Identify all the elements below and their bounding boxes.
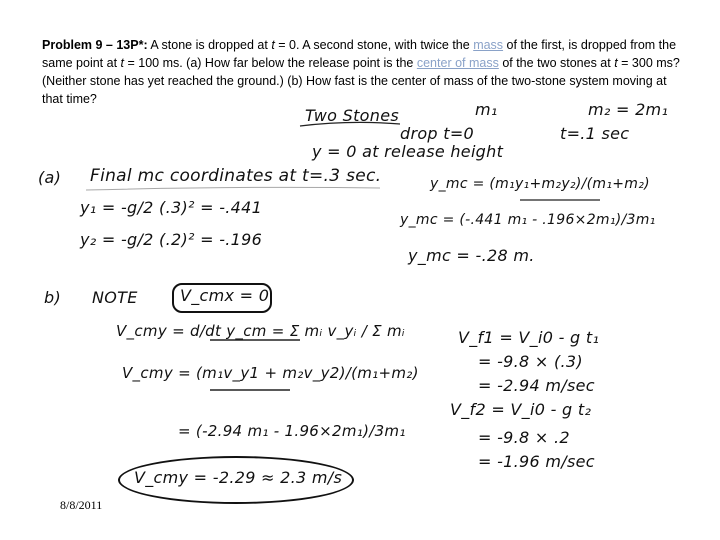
equation-vf1-result: = -2.94 m/sec [478,376,595,395]
note-m2: m₂ = 2m₁ [588,100,669,119]
footer-date: 8/8/2011 [60,498,103,512]
part-a-heading: Final mc coordinates at t=.3 sec. [90,166,382,186]
problem-text-4: = 100 ms. (a) How far below the release point is the [124,56,417,70]
equation-y2: y₂ = -g/2 (.2)² = -.196 [80,230,263,249]
problem-text-2: = 0. A second stone, with twice the [274,38,474,52]
part-a-label: (a) [38,168,62,187]
t-variable: t [120,56,124,70]
equation-vcmy-definition: V_cmy = d/dt y_cm = Σ mᵢ v_yᵢ / Σ mᵢ [116,322,405,340]
note-drop: drop t=0 [400,124,475,143]
equation-vcmx: V_cmx = 0 [180,286,270,305]
part-b-label: b) [44,288,61,307]
equation-vf1: V_f1 = V_i0 - g t₁ [458,328,600,347]
equation-ymc-formula: y_mc = (m₁y₁+m₂y₂)/(m₁+m₂) [430,176,650,192]
part-b-note: NOTE [92,288,138,307]
equation-vcmy-substitution: = (-2.94 m₁ - 1.96×2m₁)/3m₁ [178,422,406,440]
problem-text-3: of the first, is dropped from the same point at [42,38,677,70]
note-t2: t=.1 sec [560,124,630,143]
equation-ymc-value: y_mc = (-.441 m₁ - .196×2m₁)/3m₁ [400,212,656,228]
equation-vcmy-formula: V_cmy = (m₁v_y1 + m₂v_y2)/(m₁+m₂) [122,364,419,382]
center-of-mass-link[interactable]: center of mass [416,56,499,70]
problem-label: Problem 9 – 13P*: [42,38,148,52]
note-two-stones: Two Stones [305,106,399,125]
problem-text-5: of the two stones at [498,56,615,70]
note-m1: m₁ [475,100,498,119]
equation-vf2: V_f2 = V_i0 - g t₂ [450,400,592,419]
t-variable: t [614,56,618,70]
problem-text-6: = 300 ms? (Neither stone has yet reached the ground.) (b) How fast is the center of mass of the two-stone system moving at that time? [42,56,680,106]
equation-vf2-substitution: = -9.8 × .2 [478,428,570,447]
equation-vf2-result: = -1.96 m/sec [478,452,595,471]
equation-vcmy-result: V_cmy = -2.29 ≈ 2.3 m/s [134,468,343,487]
note-release: y = 0 at release height [312,142,504,161]
mass-link[interactable]: mass [473,38,504,52]
t-variable: t [271,38,275,52]
equation-ymc-result: y_mc = -.28 m. [408,246,535,265]
problem-text-1: A stone is dropped at [147,38,272,52]
equation-vf1-substitution: = -9.8 × (.3) [478,352,583,371]
equation-y1: y₁ = -g/2 (.3)² = -.441 [80,198,263,217]
